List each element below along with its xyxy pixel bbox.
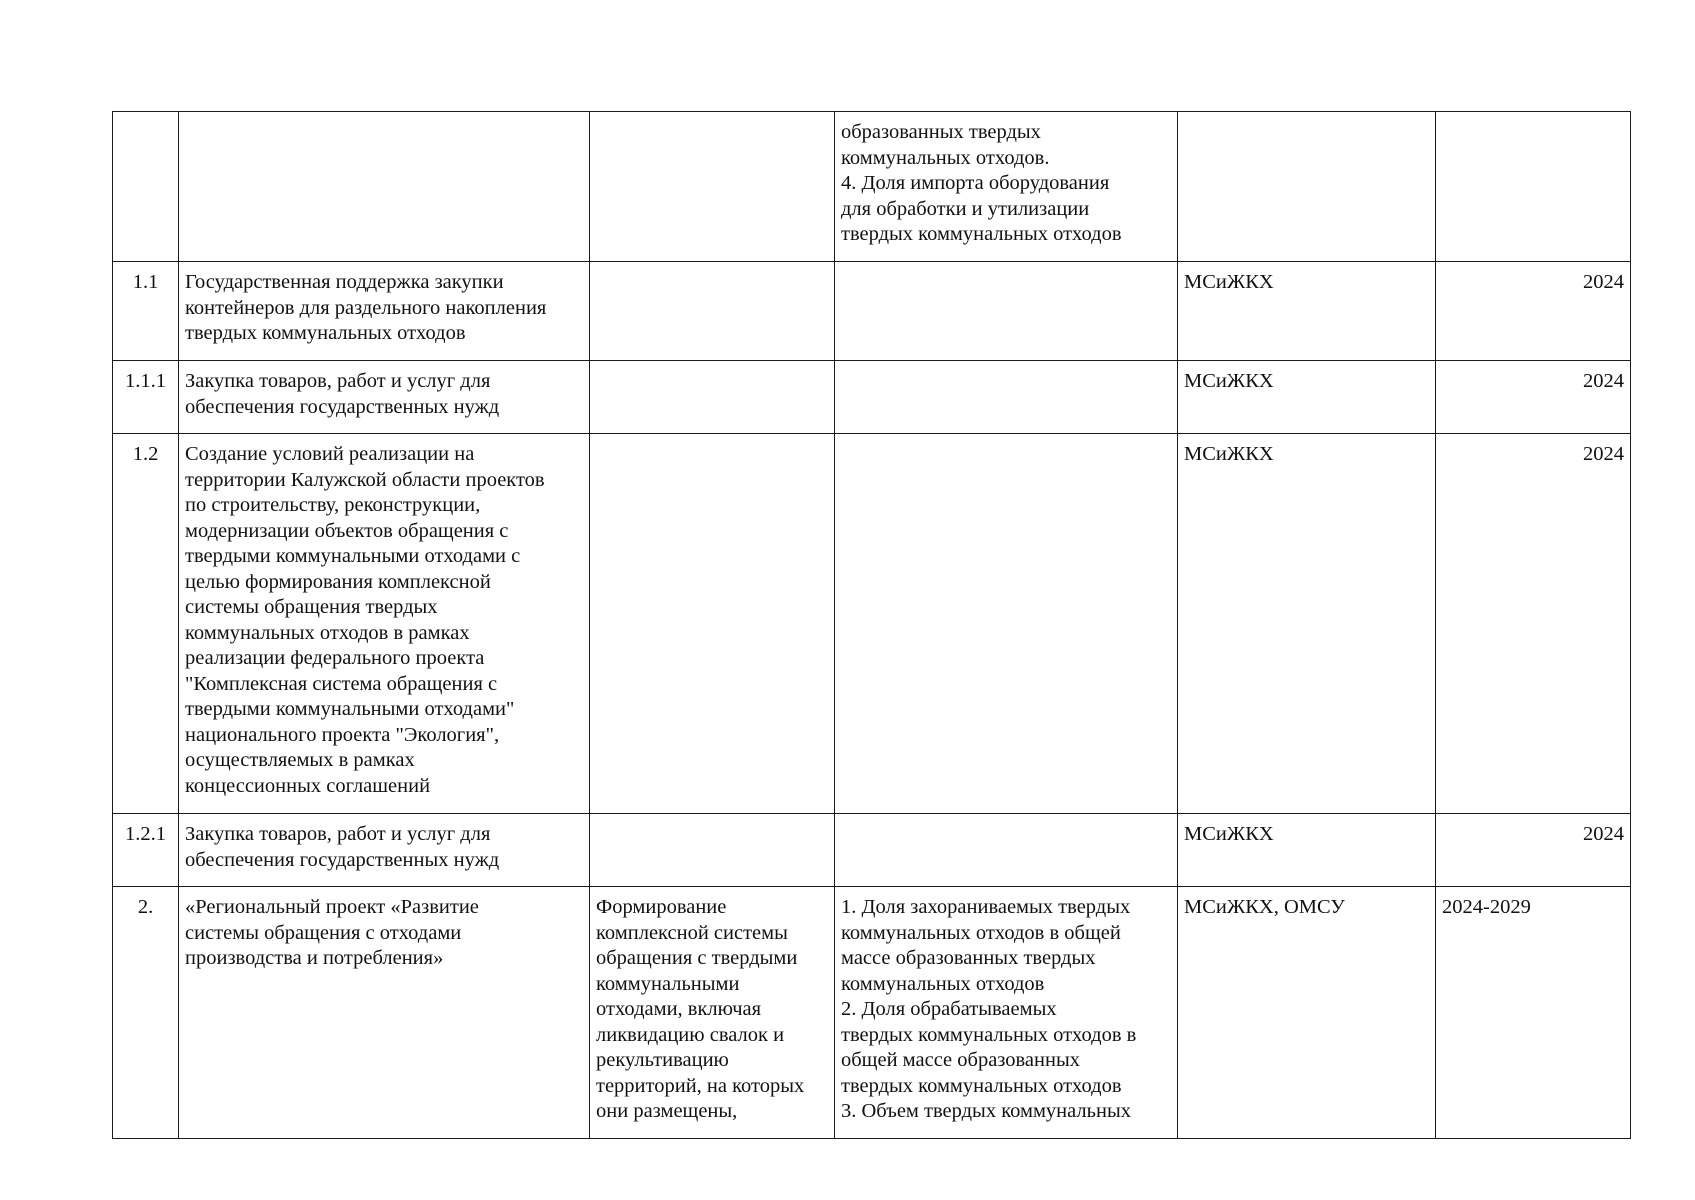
task-cell-line: они размещены, bbox=[596, 1100, 738, 1122]
indicators-cell-line: 3. Объем твердых коммунальных bbox=[841, 1100, 1131, 1122]
indicators-cell-line: массе образованных твердых bbox=[841, 947, 1096, 969]
item-name-cell bbox=[179, 814, 590, 887]
item-name-cell bbox=[179, 262, 590, 361]
task-cell bbox=[590, 814, 835, 887]
item-name-cell-line: целью формирования комплексной bbox=[185, 570, 491, 593]
item-name-cell-line: твердыми коммунальными отходами с bbox=[185, 545, 521, 567]
item-name-cell bbox=[179, 112, 590, 262]
task-cell-line: отходами, включая bbox=[596, 998, 762, 1020]
item-name-cell-line: системы обращения твердых bbox=[185, 596, 438, 618]
item-name-cell-line: системы обращения с отходами bbox=[185, 921, 462, 944]
item-name-cell-line: обеспечения государственных нужд bbox=[185, 848, 500, 871]
responsible-cell: МСиЖКХ bbox=[1178, 434, 1436, 814]
item-number-cell: 1.1.1 bbox=[113, 361, 179, 434]
indicators-cell-line: твердых коммунальных отходов bbox=[841, 1074, 1122, 1097]
responsible-cell bbox=[1178, 112, 1436, 262]
task-cell-line: ликвидацию свалок и bbox=[596, 1023, 785, 1046]
indicators-cell-line: 2. Доля обрабатываемых bbox=[841, 998, 1057, 1020]
item-name-cell-line: "Комплексная система обращения с bbox=[185, 672, 498, 695]
item-name-cell bbox=[179, 361, 590, 434]
item-name-cell-line: Закупка товаров, работ и услуг для bbox=[185, 370, 491, 392]
indicators-cell bbox=[835, 361, 1178, 434]
item-name-cell bbox=[179, 887, 590, 1139]
table-row bbox=[113, 361, 1631, 434]
item-name-cell-line: Закупка товаров, работ и услуг для bbox=[185, 823, 491, 845]
item-name-cell-line: реализации федерального проекта bbox=[185, 647, 485, 669]
program-table bbox=[112, 111, 1631, 1139]
years-cell: 2024 bbox=[1436, 262, 1631, 361]
responsible-cell: МСиЖКХ, ОМСУ bbox=[1178, 887, 1436, 1139]
indicators-cell-line: образованных твердых bbox=[841, 121, 1041, 143]
item-number-cell: 1.2 bbox=[113, 434, 179, 814]
responsible-cell: МСиЖКХ bbox=[1178, 814, 1436, 887]
item-name-cell-line: по строительству, реконструкции, bbox=[185, 494, 481, 516]
responsible-cell: МСиЖКХ bbox=[1178, 361, 1436, 434]
task-cell bbox=[590, 361, 835, 434]
table-row bbox=[113, 814, 1631, 887]
item-name-cell-line: производства и потребления» bbox=[185, 947, 444, 969]
table-row bbox=[113, 112, 1631, 262]
item-number-cell: 1.1 bbox=[113, 262, 179, 361]
task-cell bbox=[590, 262, 835, 361]
item-name-cell-line: концессионных соглашений bbox=[185, 774, 431, 797]
item-name-cell-line: национального проекта "Экология", bbox=[185, 723, 500, 746]
item-name-cell bbox=[179, 434, 590, 814]
indicators-cell bbox=[835, 262, 1178, 361]
indicators-cell bbox=[835, 434, 1178, 814]
item-name-cell-line: «Региональный проект «Развитие bbox=[185, 896, 479, 918]
indicators-cell-line: для обработки и утилизации bbox=[841, 197, 1090, 220]
table-row bbox=[113, 262, 1631, 361]
table-body bbox=[113, 112, 1631, 1139]
item-name-cell-line: модернизации объектов обращения с bbox=[185, 519, 509, 542]
indicators-cell-line: общей массе образованных bbox=[841, 1049, 1080, 1071]
years-cell: 2024 bbox=[1436, 434, 1631, 814]
responsible-cell: МСиЖКХ bbox=[1178, 262, 1436, 361]
task-cell-line: обращения с твердыми bbox=[596, 947, 798, 969]
indicators-cell-line: 4. Доля импорта оборудования bbox=[841, 172, 1110, 194]
item-number-cell bbox=[113, 112, 179, 262]
item-number-cell: 1.2.1 bbox=[113, 814, 179, 887]
item-name-cell-line: твердыми коммунальными отходами" bbox=[185, 698, 515, 720]
task-cell-line: комплексной системы bbox=[596, 921, 788, 944]
years-cell bbox=[1436, 112, 1631, 262]
table-row bbox=[113, 887, 1631, 1139]
task-cell-line: территорий, на которых bbox=[596, 1074, 805, 1097]
indicators-cell bbox=[835, 887, 1178, 1139]
item-name-cell-line: коммунальных отходов в рамках bbox=[185, 621, 470, 644]
years-cell: 2024-2029 bbox=[1436, 887, 1631, 1139]
indicators-cell-line: 1. Доля захораниваемых твердых bbox=[841, 896, 1131, 918]
task-cell-line: рекультивацию bbox=[596, 1049, 729, 1071]
indicators-cell-line: коммунальных отходов. bbox=[841, 146, 1050, 169]
item-name-cell-line: Создание условий реализации на bbox=[185, 443, 475, 465]
task-cell-line: коммунальными bbox=[596, 972, 740, 995]
indicators-cell-line: твердых коммунальных отходов bbox=[841, 223, 1122, 245]
item-name-cell-line: твердых коммунальных отходов bbox=[185, 322, 466, 344]
years-cell: 2024 bbox=[1436, 361, 1631, 434]
item-number-cell: 2. bbox=[113, 887, 179, 1139]
item-name-cell-line: территории Калужской области проектов bbox=[185, 468, 545, 491]
task-cell bbox=[590, 887, 835, 1139]
task-cell bbox=[590, 112, 835, 262]
indicators-cell-line: коммунальных отходов bbox=[841, 972, 1045, 995]
table-row bbox=[113, 434, 1631, 814]
indicators-cell-line: коммунальных отходов в общей bbox=[841, 921, 1121, 944]
task-cell bbox=[590, 434, 835, 814]
item-name-cell-line: осуществляемых в рамках bbox=[185, 749, 415, 771]
years-cell: 2024 bbox=[1436, 814, 1631, 887]
item-name-cell-line: контейнеров для раздельного накопления bbox=[185, 296, 547, 319]
item-name-cell-line: обеспечения государственных нужд bbox=[185, 395, 500, 418]
item-name-cell-line: Государственная поддержка закупки bbox=[185, 271, 504, 293]
task-cell-line: Формирование bbox=[596, 896, 727, 918]
indicators-cell-line: твердых коммунальных отходов в bbox=[841, 1023, 1137, 1046]
indicators-cell bbox=[835, 112, 1178, 262]
indicators-cell bbox=[835, 814, 1178, 887]
